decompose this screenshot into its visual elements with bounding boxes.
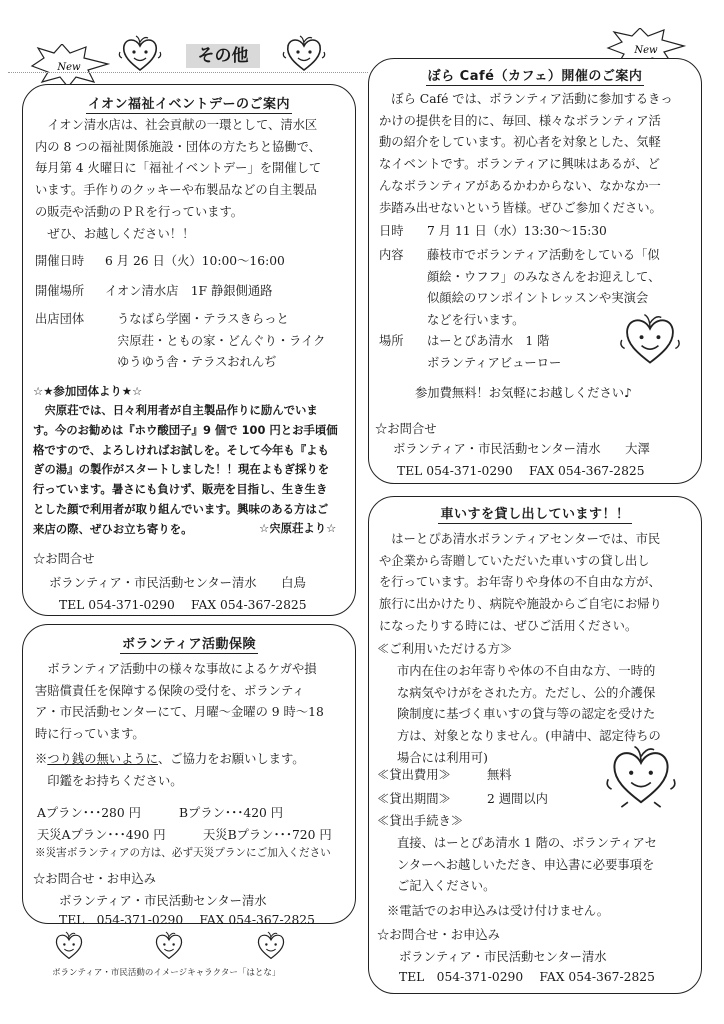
section-header: その他 [186,44,260,68]
fee-value: 無料 [487,768,512,782]
aeon-place-value: イオン清水店 1F 静銀側通路 [105,284,273,298]
insurance-contact-org: ボランティア・市民活動センター清水 [59,894,267,908]
wheelchair-intro-line: になったりする時には、ぜひご活用ください。 [379,618,638,633]
participant-line: 宍原荘では、日々利用者が自主製品作りに励んでいま [33,403,318,417]
aeon-place-row [35,281,272,303]
wheelchair-intro [379,529,662,638]
insurance-title: ボランティア活動保険 [122,637,256,652]
aeon-date-value: 6 月 26 日（火）10:00〜16:00 [105,254,285,268]
cafe-date-row [379,221,607,243]
cafe-content-line: 似顔絵のワンポイントレッスンや実演会 [427,291,649,306]
cafe-title: ぼら Café（カフェ）開催のご案内 [427,69,643,84]
cafe-place-line: ボランティアビューロー [427,355,562,370]
period-row [377,789,548,811]
plan-a: Aプラン･･･280 円 [37,806,141,820]
insurance-intro-line: ア・市民活動センターにて、月曜〜金曜の 9 時〜18 [35,705,324,720]
fee-label: ≪貸出費用≫ [377,768,451,782]
new-badge-left [30,44,110,88]
cafe-contact-tel: TEL 054-371-0290 FAX 054-367-2825 [397,464,645,478]
wheelchair-contact-tel: TEL 054-371-0290 FAX 054-367-2825 [399,970,655,984]
cafe-content-line: 藤枝市でボランティア活動をしている「似 [427,248,660,262]
plan-disaster-b: 天災Bプラン･･･720 円 [203,828,332,842]
change-note-suffix: 、ご協力をお願いします。 [158,752,305,766]
mascot-icon [118,34,162,74]
aeon-group-line: ゆうゆう舎・テラスおれんぢ [117,355,277,370]
cafe-intro [379,89,673,219]
cafe-box [368,58,702,484]
wheelchair-title: 車いすを貸し出しています！！ [440,507,630,522]
phone-note: ※電話でのお申込みは受け付けません。 [387,904,610,918]
mascot-icon [254,930,288,962]
aeon-title: イオン福祉イベントデーのご案内 [87,97,291,112]
participant-line: 来店の際、ぜひお立ち寄りを。 [33,521,193,536]
users-heading: ≪ご利用いただける方≫ [377,642,513,656]
aeon-group-line: うなばら学園・テラスきらっと [117,312,289,326]
cafe-content-line: 顔絵・ウフフ」のみなさんをお迎えして、 [427,269,661,284]
cafe-free-note: 参加費無料！お気軽にお越しください♪ [415,386,632,400]
aeon-event-box [22,84,356,616]
participant-line: とした顔で利用者が取り組んでいます。興味のある方はご [33,501,329,516]
procedure-text [397,833,657,898]
insurance-intro-line: 害賠償責任を保障する保険の受付を、ボランティ [35,683,305,698]
period-label: ≪貸出期間≫ [377,792,451,806]
aeon-place-label: 開催場所 [35,284,85,298]
cafe-intro-line: 動の紹介をしています。初心者を対象とした、気軽 [379,135,661,150]
aeon-groups-list [117,309,325,374]
participant-line: 行っています。暑さにも負けず、販売を目指し、生き生き [33,482,328,497]
aeon-intro-line: 毎月第 4 火曜日に「福祉イベントデー」を開催して [35,161,322,176]
cafe-date-value: 7 月 11 日（水）13:30〜15:30 [427,224,607,238]
cafe-intro-line: んなボランティアがあるかわからない、なかなか一 [379,178,661,193]
aeon-groups-label: 出店団体 [35,312,85,326]
cafe-contact-heading: ☆お問合せ [375,422,437,436]
insurance-contact-tel: TEL 054-371-0290 FAX 054-367-2825 [59,913,315,927]
new-badge-text: New [57,62,81,73]
header-dotted-rule [8,72,368,73]
new-badge-text: New [634,45,658,56]
users-line: 市内在住のお年寄りや体の不自由な方、一時的 [397,664,656,678]
cafe-place-line: はーとぴあ清水 1 階 [427,334,550,348]
mascot-icon [282,34,326,74]
users-line: な病気やけがをされた方。ただし、公的介護保 [397,685,656,700]
aeon-intro-line: イオン清水店は、社会貢献の一環として、清水区 [35,118,318,132]
aeon-contact-heading: ☆お問合せ [33,552,95,566]
insurance-intro-line: 時に行っています。 [35,727,145,742]
mascot-icon [52,930,86,962]
aeon-group-line: 宍原荘・ともの家・どんぐり・ライク [117,333,326,348]
cafe-intro-line: ぼら Café では、ボランティア活動に参加するきっ [379,92,673,106]
period-value: 2 週間以内 [487,792,548,806]
wheelchair-contact-org: ボランティア・市民活動センター清水 [399,950,607,964]
participant-line: す。今のお勧めは『ホウ酸団子』9 個で 100 円とお手頃価 [33,422,338,437]
disaster-note: ※災害ボランティアの方は、必ず天災プランにご加入ください [35,847,331,859]
aeon-intro-line: 内の 8 つの福祉関係施設・団体の方たちと協働で、 [35,139,321,154]
fee-row [377,765,512,787]
wheelchair-box [368,496,702,994]
aeon-date-row [35,251,285,273]
cafe-date-label: 日時 [379,224,404,238]
footer-caption: ボランティア・市民活動のイメージキャラクター「はとな」 [52,968,281,978]
insurance-box [22,624,356,927]
wheelchair-contact-heading: ☆お問合せ・お申込み [377,928,500,942]
procedure-line: ご記入ください。 [397,879,496,894]
mascot-icon [605,743,677,809]
wheelchair-intro-line: はーとぴあ清水ボランティアセンターでは、市民 [379,532,661,546]
participant-heading: ☆★参加団体より★☆ [33,384,143,398]
change-note-prefix: ※ [35,752,48,766]
aeon-intro [35,115,321,245]
cafe-place-text [427,331,561,374]
plan-disaster-a: 天災Aプラン･･･490 円 [37,828,166,842]
aeon-contact-org: ボランティア・市民活動センター清水 白鳥 [49,576,306,590]
cafe-content-label: 内容 [379,248,404,262]
wheelchair-intro-line: 旅行に出かけたり、病院や施設からご自宅にお帰り [379,597,662,612]
wheelchair-intro-line: を行っています。お年寄りや身体の不自由な方が、 [379,575,661,590]
participant-line: ぎの湯』の製作がスタートしました！！現在よもぎ採りを [33,462,330,477]
mascot-icon [152,930,186,962]
users-line: 険制度に基づく車いすの貸与等の認定を受けた [397,707,656,722]
participant-sign: ☆宍原荘より☆ [259,521,337,535]
cafe-intro-line: かけの提供を目的に、毎回、様々なボランティア活 [379,113,661,128]
aeon-intro-line: の販売や活動のＰＲを行っています。 [35,204,244,219]
cafe-place-label: 場所 [379,334,404,348]
cafe-intro-line: 歩踏み出せないという皆様。ぜひご参加ください。 [379,200,662,215]
change-note-emphasis: つり銭の無いように [47,752,158,766]
aeon-contact-tel: TEL 054-371-0290 FAX 054-367-2825 [59,598,307,612]
aeon-intro-line: ぜひ、お越しください！！ [35,226,195,241]
procedure-line: 直接、はーとぴあ清水 1 階の、ボランティアセ [397,836,657,850]
users-line: 場合には利用可) [397,750,488,765]
aeon-date-label: 開催日時 [35,254,85,268]
insurance-intro-line: ボランティア活動中の様々な事故によるケガや損 [35,662,317,676]
participant-line: 格ですので、よろしければお試しを。そして今年も『よも [33,442,329,457]
insurance-intro [35,659,324,746]
insurance-contact-heading: ☆お問合せ・お申込み [33,872,156,886]
plan-b: Bプラン･･･420 円 [179,806,284,820]
aeon-intro-line: います。手作りのクッキーや布製品などの自主製品 [35,183,317,198]
change-note [35,749,305,771]
mascot-icon [619,311,681,369]
cafe-contact-org: ボランティア・市民活動センター清水 大澤 [393,442,650,456]
cafe-intro-line: なイベントです。ボランティアに興味はあるが、ど [379,157,660,172]
procedure-line: ンターへお越しいただき、申込書に必要事項を [397,857,655,872]
seal-note: 印鑑をお持ちください。 [35,774,183,788]
wheelchair-intro-line: や企業から寄贈していただいた車いすの貸し出し [379,553,650,568]
users-line: 方は、対象となりません。(申請中、認定待ちの [397,729,661,744]
cafe-content-line: などを行います。 [427,313,525,328]
procedure-heading: ≪貸出手続き≫ [377,814,464,828]
